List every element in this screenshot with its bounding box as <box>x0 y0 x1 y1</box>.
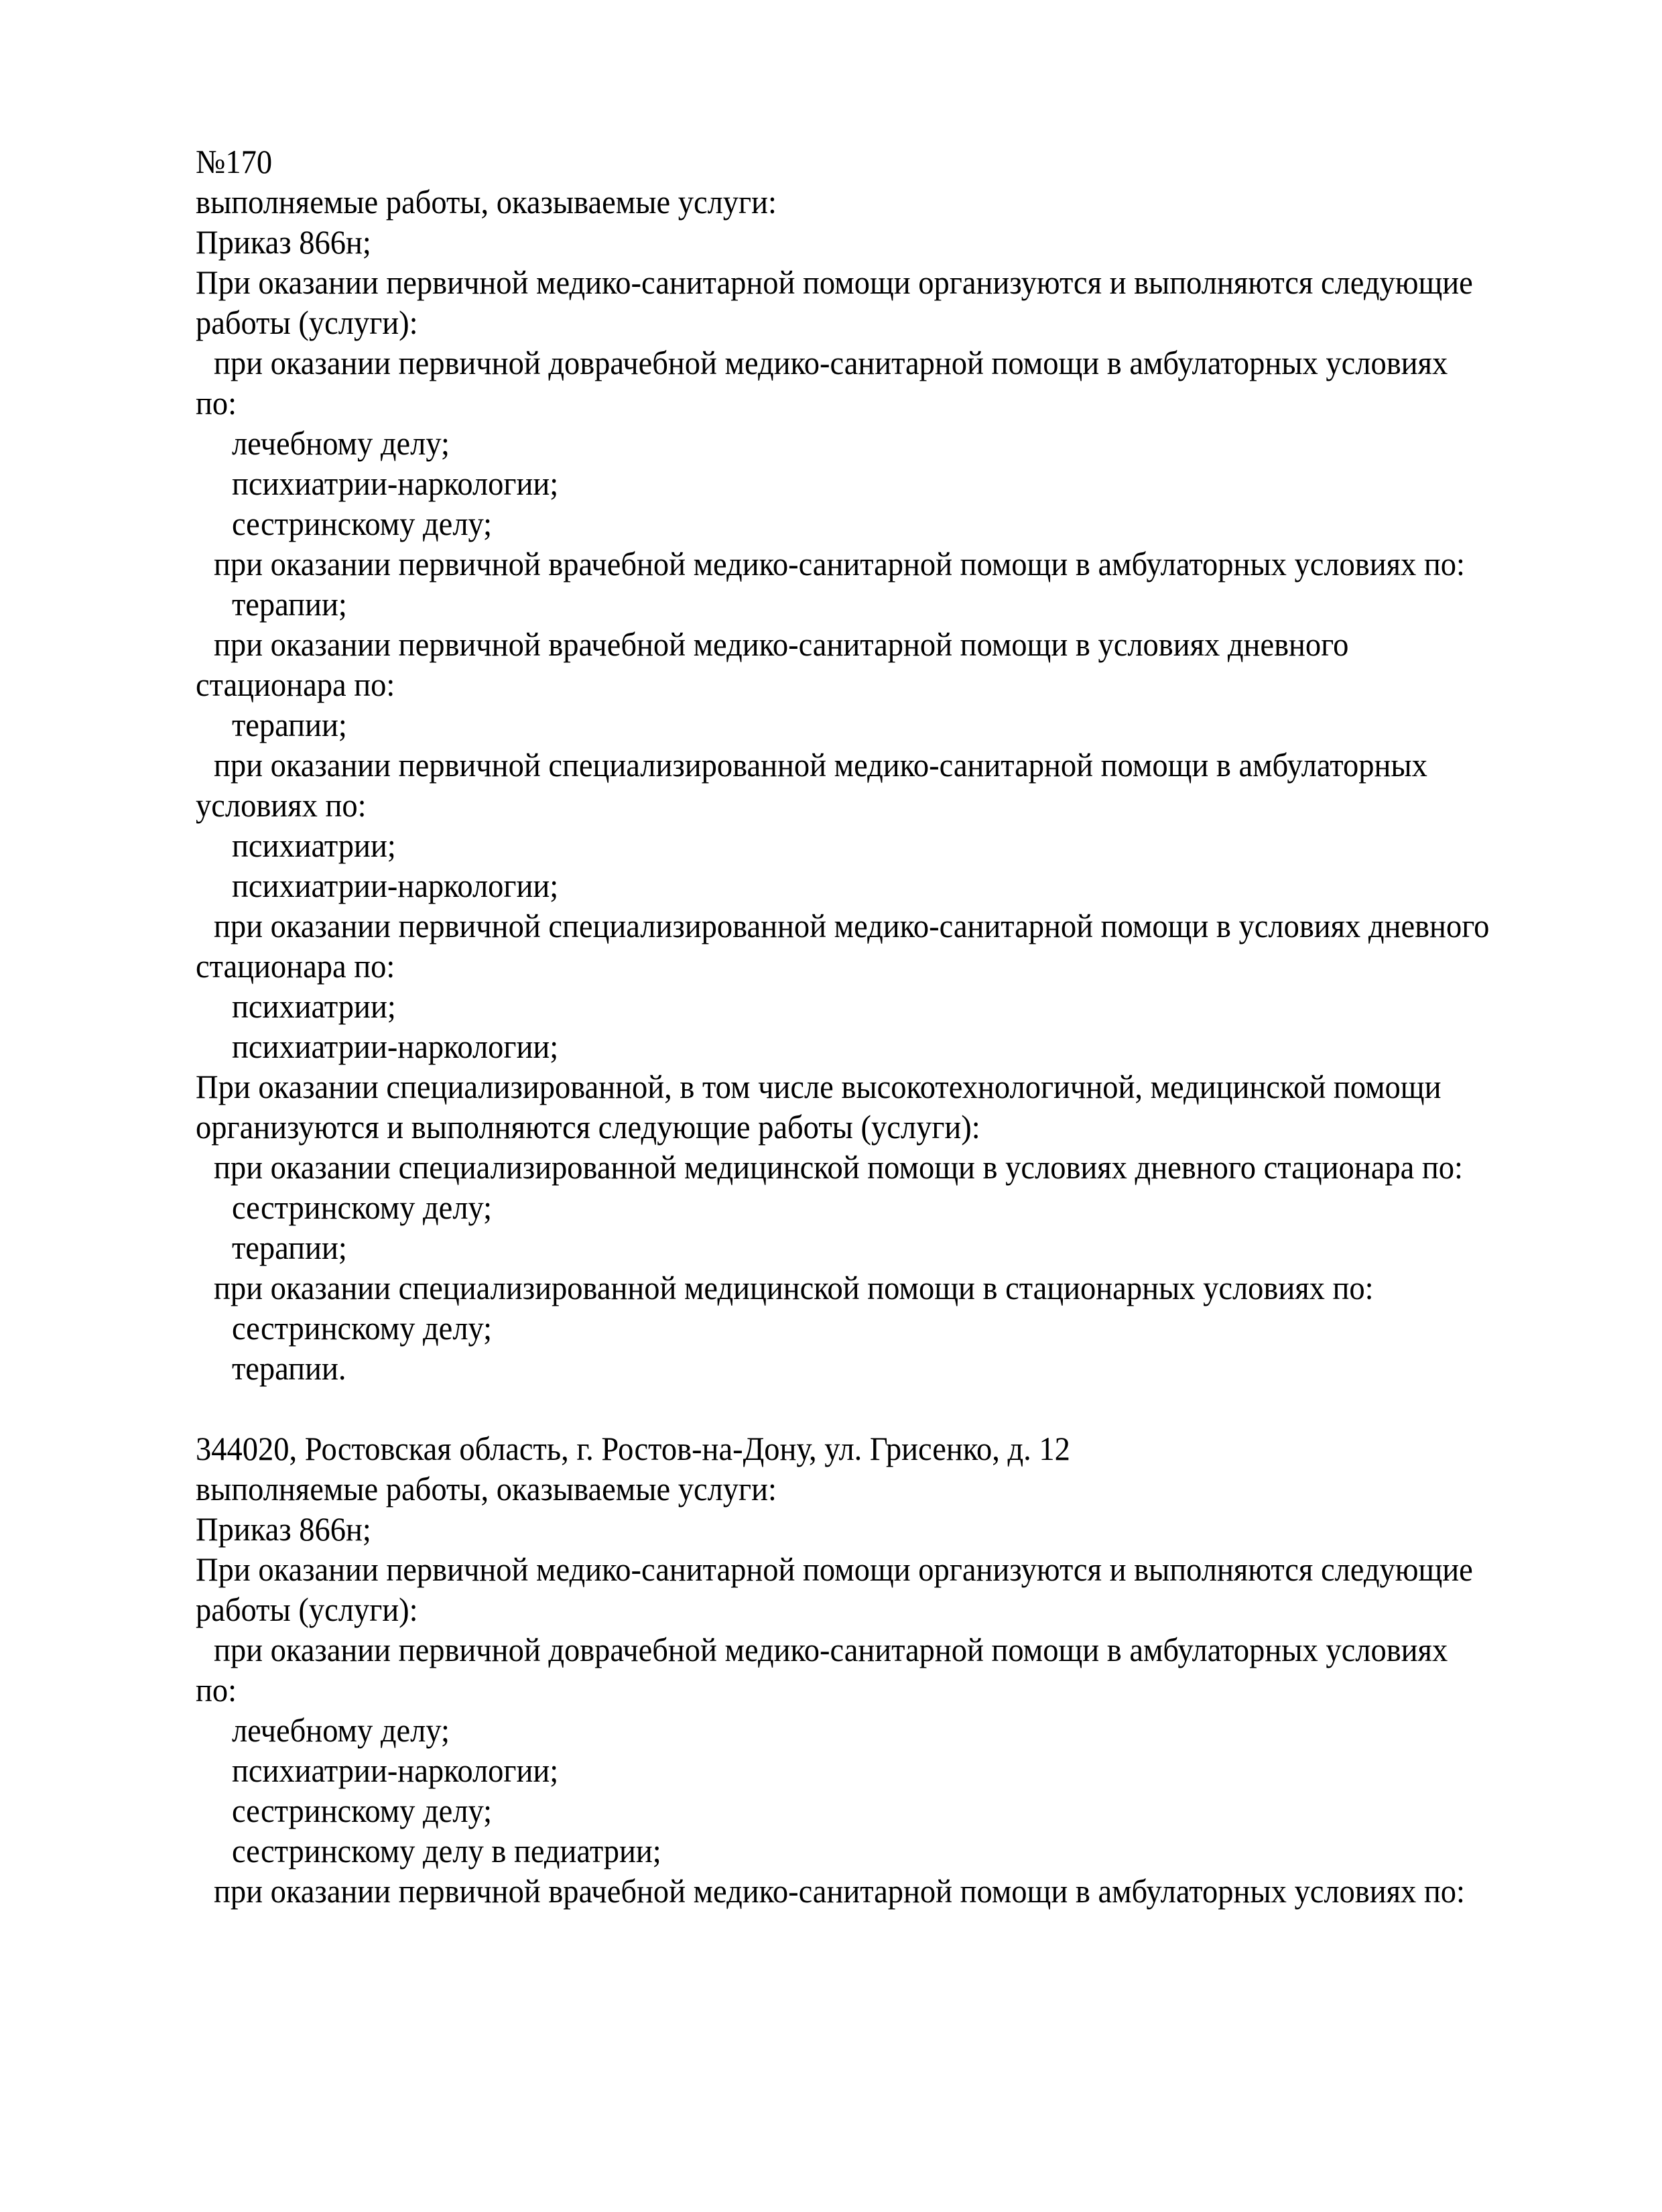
text-line: при оказании первичной доврачебной медико-санитарной помощи в амбулаторных условиях <box>213 1631 1448 1668</box>
text-line: лечебному делу; <box>231 424 450 462</box>
text-line: психиатрии-наркологии; <box>231 1752 559 1789</box>
text-line: при оказании первичной специализированной медико-санитарной помощи в условиях дневного <box>213 907 1490 944</box>
text-line: сестринскому делу; <box>231 1309 493 1347</box>
text-line: по: <box>196 384 237 422</box>
text-line: сестринскому делу; <box>231 505 493 542</box>
text-line: 344020, Ростовская область, г. Ростов-на-Дону, ул. Грисенко, д. 12 <box>196 1430 1070 1467</box>
text-line: при оказании первичной доврачебной медико-санитарной помощи в амбулаторных условиях <box>213 344 1448 381</box>
text-line: При оказании специализированной, в том числе высокотехнологичной, медицинской помощи <box>196 1068 1442 1105</box>
text-line: по: <box>196 1671 237 1709</box>
text-line: сестринскому делу; <box>231 1792 493 1829</box>
text-line: условиях по: <box>196 786 367 824</box>
text-line: работы (услуги): <box>196 304 418 341</box>
text-line: при оказании первичной врачебной медико-санитарной помощи в амбулаторных условиях по: <box>213 1872 1465 1910</box>
text-line: психиатрии; <box>231 826 396 864</box>
text-line: При оказании первичной медико-санитарной помощи организуются и выполняются следующие <box>196 1550 1473 1588</box>
text-line: выполняемые работы, оказываемые услуги: <box>196 1470 777 1508</box>
text-line: При оказании первичной медико-санитарной помощи организуются и выполняются следующие <box>196 263 1473 301</box>
text-line: Приказ 866н; <box>196 223 371 261</box>
text-line: №170 <box>196 143 273 180</box>
text-line: при оказании специализированной медицинской помощи в условиях дневного стационара по: <box>213 1148 1463 1186</box>
text-line: терапии; <box>231 585 347 623</box>
license-text-block <box>196 141 1567 1911</box>
text-line: психиатрии-наркологии; <box>231 867 559 904</box>
text-line: сестринскому делу; <box>231 1188 493 1226</box>
text-line: при оказании первичной специализированной медико-санитарной помощи в амбулаторных <box>213 746 1427 784</box>
text-line: лечебному делу; <box>231 1711 450 1749</box>
blank-line <box>196 1388 1567 1428</box>
text-line: Приказ 866н; <box>196 1510 371 1548</box>
text-line: терапии; <box>231 706 347 743</box>
text-line: стационара по: <box>196 666 395 703</box>
text-line: при оказании первичной врачебной медико-санитарной помощи в условиях дневного <box>213 625 1349 663</box>
text-line: терапии; <box>231 1229 347 1266</box>
text-line: работы (услуги): <box>196 1591 418 1628</box>
text-line: терапии. <box>231 1349 346 1387</box>
text-line: психиатрии-наркологии; <box>231 1028 559 1065</box>
text-line: психиатрии-наркологии; <box>231 465 559 502</box>
text-line: сестринскому делу в педиатрии; <box>231 1832 661 1869</box>
text-line: выполняемые работы, оказываемые услуги: <box>196 183 777 221</box>
text-line: при оказании первичной врачебной медико-санитарной помощи в амбулаторных условиях по: <box>213 545 1465 582</box>
text-line: при оказании специализированной медицинской помощи в стационарных условиях по: <box>213 1269 1374 1306</box>
text-line: психиатрии; <box>231 987 396 1025</box>
text-line: стационара по: <box>196 947 395 985</box>
text-line: организуются и выполняются следующие работы (услуги): <box>196 1108 980 1146</box>
